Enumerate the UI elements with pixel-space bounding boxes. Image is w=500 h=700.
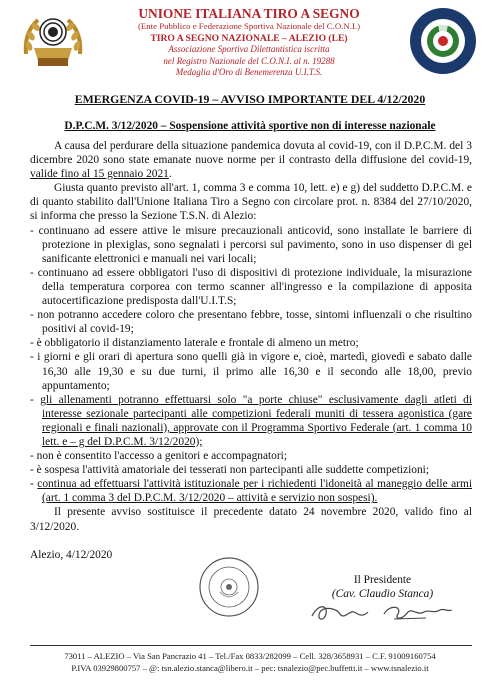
signer-name: (Cav. Claudio Stanca) [331,588,434,601]
list-item: - i giorni e gli orari di apertura sono quelli già in vigore e, cioè, martedì, giovedì e sabato dalle 16,30 alle 19,30 e su due turni, il primo alle 16,30 e il secondo alle 18,00, previo appuntamento; [30,351,472,392]
registry-line: nel Registro Nazionale del C.O.N.I. al n. 19288 [163,55,335,66]
uits-logo [22,8,84,74]
list-item: - continuano ad essere obbligatori l'uso di dispositivi di protezione individuale, la misurazione della temperatura corporea con termo scanner all'ingresso e la compilazione di apposita autocertificazione predisposta dall'U.I.T.S; [30,266,472,308]
notice-subtitle: D.P.C.M. 3/12/2020 – Sospensione attività sportive non di interesse nazionale [64,120,436,132]
list-item: - gli allenamenti potranno effettuarsi solo "a porte chiuse" esclusivamente dagli atleti di interesse sezionale partecipanti alle competizioni federali muniti di tessera agonistica (gare regionali e finali nazionali), approvate con il Programma Sportivo Federale (art. 1 comma 10 lett. e – g del D.P.C.M. 3/12/2020); [30,393,472,448]
notice-title: EMERGENZA COVID-19 – AVVISO IMPORTANTE DEL 4/12/2020 [74,92,426,106]
list-item: - non potranno accedere coloro che presentano febbre, tosse, sintomi influenzali o che risultino positivi al covid-19; [30,309,472,336]
paragraph-reference: Giusta quanto previsto all'art. 1, comma 3 e comma 10, lett. e) e g) del suddetto D.P.C.M. e di quanto stabilito dall'Unione Italiana Tiro a Segno con circolare prot. n. 8384 del 27/10/2020, si informa che presso la Sezione T.S.N. di Alezio: [30,182,472,223]
medal-line: Medaglia d'Oro di Benemerenza U.I.T.S. [175,67,323,77]
tsn-logo [408,6,478,76]
official-stamp [198,556,260,618]
section-name: TIRO A SEGNO NAZIONALE – ALEZIO (LE) [150,32,348,44]
paragraph-closing: Il presente avviso sostituisce il precedente datato 24 novembre 2020, valido fino al 3/12/2020. [30,506,472,533]
list-item: - è sospesa l'attività amatoriale dei tesserati non partecipanti alle suddette competizioni; [30,464,430,477]
signature-block [295,573,470,601]
validity-date: valide fino al 15 gennaio 2021 [30,168,169,181]
list-item: - continuano ad essere attive le misure precauzionali anticovid, sono installate le barriere di protezione in plexiglas, sono segnalati i percorsi sul pavimento, sono in uso dispenser di gel sanificante elettronici e manuali nei vari locali; [30,224,472,265]
paragraph-intro: A causa del perdurare della situazione pandemica dovuta al covid-19, con il D.P.C.M. del 3 dicembre 2020 sono state emanate nuove norme per il contrasto della diffusione del covid-19, valide fino al 15 gennaio 2021. [30,140,472,181]
footer-rule [30,645,472,646]
place-date: Alezio, 4/12/2020 [30,549,113,561]
list-item: - è obbligatorio il distanziamento laterale e frontale di almeno un metro; [30,337,359,350]
footer-contacts: P.IVA 03929800757 – @: tsn.alezio.stanca@libero.it – pec: tsnalezio@pec.buffetti.it – www.tsnalezio.it [71,663,429,673]
list-item: - non è consentito l'accesso a genitori e accompagnatori; [30,450,287,463]
letterhead [90,6,408,79]
handwritten-signature [306,598,456,626]
footer-address: 73011 – ALEZIO – Via San Pancrazio 41 – Tel./Fax 0833/282099 – Cell. 328/3658931 – C.F. 91009160754 [64,651,436,661]
footer [0,650,500,674]
org-subtitle: (Ente Pubblico e Federazione Sportiva Nazionale del C.O.N.I.) [137,21,361,31]
assoc-line: Associazione Sportiva Dilettantistica iscritta [168,44,330,54]
signer-role: Il Presidente [353,574,412,586]
list-item: - continua ad effettuarsi l'attività istituzionale per i richiedenti l'idoneità al maneggio delle armi (art. 1 comma 3 del D.P.C.M. 3/12/2020 – attività e servizio non sospesi). [30,478,472,505]
notice-body [30,139,472,534]
org-name: UNIONE ITALIANA TIRO A SEGNO [138,6,360,21]
